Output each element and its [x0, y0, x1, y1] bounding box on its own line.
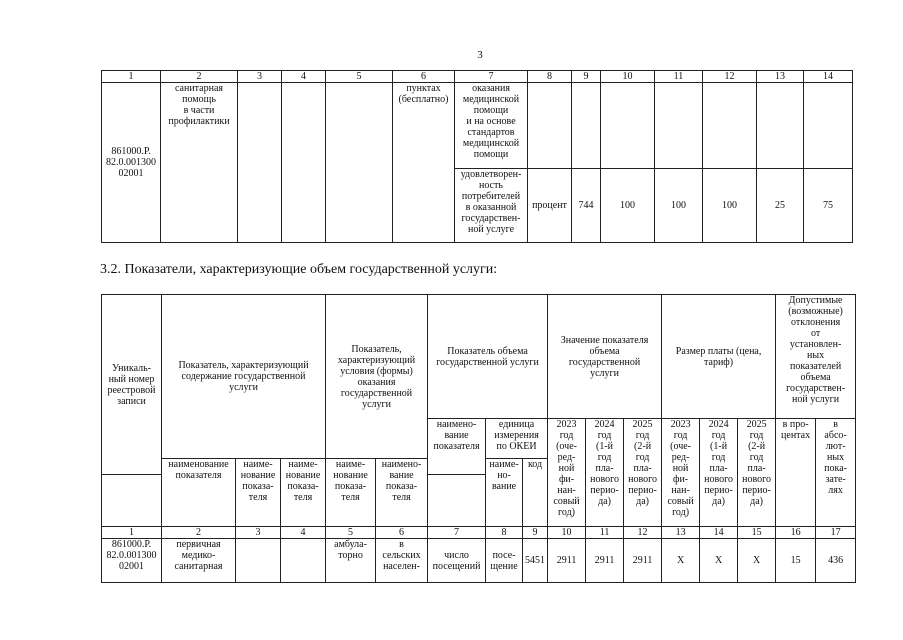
table-row [102, 539, 856, 583]
value-2024: 100 [655, 169, 703, 243]
unit-name-header: наиме- но- вание [486, 459, 523, 527]
content-indicator-header: Показатель, характеризующий содержание государственной услуги [162, 295, 326, 459]
subheader-indicator-5: наиме- нование показа- теля [326, 459, 376, 527]
volume-indicator-header: Показатель объема государственной услуги [428, 295, 548, 419]
year-2025-header: 2025 год (2-й год пла- нового перио- да) [624, 419, 662, 527]
year-2023-header: 2023 год (оче- ред- ной фи- нан- совый год) [548, 419, 586, 527]
fee-2025: Х [738, 539, 776, 583]
colnum-7: 7 [455, 71, 528, 83]
condition-indicator-header: Показатель, характеризующий условия (формы) оказания государственной услуги [326, 295, 428, 459]
colnum-9: 9 [572, 71, 601, 83]
empty-cell [102, 475, 162, 527]
subheader-indicator-6: наимено- вание показа- теля [376, 459, 428, 527]
colnum-9: 9 [523, 527, 548, 539]
indicator-name: оказания медицинской помощи и на основе стандартов медицинской помощи [455, 83, 528, 169]
colnum-1: 1 [102, 527, 162, 539]
fee-2024-header: 2024 год (1-й год пла- нового перио- да) [700, 419, 738, 527]
unit-code: 5451 [523, 539, 548, 583]
volume-indicators-table [101, 294, 856, 583]
colnum-4: 4 [281, 527, 326, 539]
colnum-16: 16 [776, 527, 816, 539]
fee-header: Размер платы (цена, тариф) [662, 295, 776, 419]
service-form: амбула- торно [326, 539, 376, 583]
column-number-row [102, 527, 856, 539]
empty-cell [428, 475, 486, 527]
service-content: санитарная помощь в части профилактики [161, 83, 238, 243]
colnum-13: 13 [757, 71, 804, 83]
empty-cell [804, 83, 853, 169]
colnum-12: 12 [703, 71, 757, 83]
empty-cell [703, 83, 757, 169]
colnum-11: 11 [586, 527, 624, 539]
empty-cell [326, 83, 393, 243]
colnum-6: 6 [376, 527, 428, 539]
indicator-name: удовлетворен- ность потребителей в оказанной государствен- ной услуге [455, 169, 528, 243]
unit-code-header: код [523, 459, 548, 527]
deviation-percent: 15 [776, 539, 816, 583]
value-2023: 100 [601, 169, 655, 243]
deviation-percent: 25 [757, 169, 804, 243]
indicator-name-header: наимено- вание показателя [428, 419, 486, 475]
page-number: 3 [477, 49, 483, 61]
subheader-indicator-2: наименование показателя [162, 459, 236, 527]
value-2025: 2911 [624, 539, 662, 583]
subheader-indicator-4: наиме- нование показа- теля [281, 459, 326, 527]
colnum-2: 2 [161, 71, 238, 83]
empty-cell [281, 539, 326, 583]
unit-code: 744 [572, 169, 601, 243]
value-2023: 2911 [548, 539, 586, 583]
unit-name: посе- щение [486, 539, 523, 583]
colnum-10: 10 [548, 527, 586, 539]
deviation-absolute: 436 [816, 539, 856, 583]
colnum-5: 5 [326, 71, 393, 83]
fee-2024: Х [700, 539, 738, 583]
colnum-8: 8 [528, 71, 572, 83]
value-2025: 100 [703, 169, 757, 243]
value-2024: 2911 [586, 539, 624, 583]
colnum-15: 15 [738, 527, 776, 539]
colnum-4: 4 [282, 71, 326, 83]
unit-name: процент [528, 169, 572, 243]
colnum-10: 10 [601, 71, 655, 83]
colnum-2: 2 [162, 527, 236, 539]
fee-2023-header: 2023 год (оче- ред- ной фи- нан- совый год) [662, 419, 700, 527]
colnum-1: 1 [102, 71, 161, 83]
deviation-header: Допустимые (возможные) отклонения от установлен- ных показателей объема государствен- ной услуги [776, 295, 856, 419]
colnum-6: 6 [393, 71, 455, 83]
fee-2023: Х [662, 539, 700, 583]
service-condition: в сельских населен- [376, 539, 428, 583]
empty-cell [757, 83, 804, 169]
registry-number: 861000.Р. 82.0.001300 02001 [102, 539, 162, 583]
colnum-7: 7 [428, 527, 486, 539]
quality-indicators-table [101, 70, 853, 243]
deviation-percent-header: в про- центах [776, 419, 816, 527]
volume-indicator-name: число посещений [428, 539, 486, 583]
subheader-indicator-3: наиме- нование показа- теля [236, 459, 281, 527]
empty-cell [238, 83, 282, 243]
deviation-absolute-header: в абсо- лют- ных пока- зате- лях [816, 419, 856, 527]
year-2024-header: 2024 год (1-й год пла- нового перио- да) [586, 419, 624, 527]
indicator-value-header: Значение показателя объема государственной услуги [548, 295, 662, 419]
colnum-17: 17 [816, 527, 856, 539]
colnum-14: 14 [804, 71, 853, 83]
registry-header: Уникаль- ный номер реестровой записи [102, 295, 162, 475]
empty-cell [572, 83, 601, 169]
colnum-13: 13 [662, 527, 700, 539]
empty-cell [601, 83, 655, 169]
colnum-5: 5 [326, 527, 376, 539]
empty-cell [236, 539, 281, 583]
service-condition: пунктах (бесплатно) [393, 83, 455, 243]
colnum-11: 11 [655, 71, 703, 83]
section-heading: 3.2. Показатели, характеризующие объем государственной услуги: [100, 262, 498, 277]
colnum-12: 12 [624, 527, 662, 539]
header-row [102, 295, 856, 419]
fee-2025-header: 2025 год (2-й год пла- нового перио- да) [738, 419, 776, 527]
empty-cell [655, 83, 703, 169]
table-row [102, 83, 853, 169]
colnum-14: 14 [700, 527, 738, 539]
colnum-3: 3 [236, 527, 281, 539]
column-number-row [102, 71, 853, 83]
registry-number: 861000.Р. 82.0.001300 02001 [102, 83, 161, 243]
deviation-absolute: 75 [804, 169, 853, 243]
colnum-8: 8 [486, 527, 523, 539]
service-content: первичная медико- санитарная [162, 539, 236, 583]
colnum-3: 3 [238, 71, 282, 83]
unit-header: единица измерения по ОКЕИ [486, 419, 548, 459]
empty-cell [282, 83, 326, 243]
empty-cell [528, 83, 572, 169]
